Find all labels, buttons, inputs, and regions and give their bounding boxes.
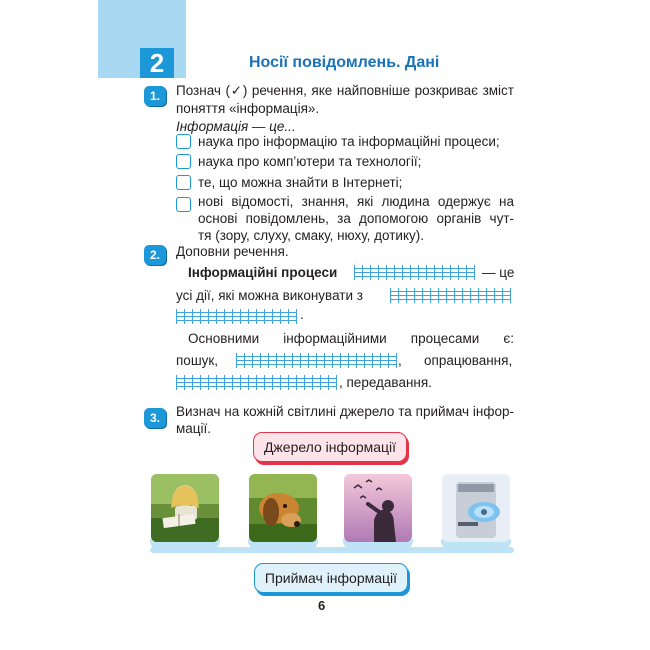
s2-processing: опрацювання, xyxy=(424,353,513,368)
task-1-badge: 1. xyxy=(144,86,166,106)
page-title: Носії повідомлень. Дані xyxy=(249,54,440,71)
s2-line1: Основними інформаційними процесами є: xyxy=(188,331,514,346)
receiver-label: Приймач інформації xyxy=(254,563,408,593)
option-2-checkbox[interactable] xyxy=(176,154,191,169)
s1-line2: усі дії, які можна виконувати з xyxy=(176,288,363,303)
s1-end-period: . xyxy=(300,307,304,322)
task-1-prompt: Інформація — це... xyxy=(176,119,296,134)
task-1-instruction-line1: Познач (✓) речення, яке найповніше розкриває зміст xyxy=(176,83,514,98)
option-4-text-line1: нові відомості, знання, які людина одержує на xyxy=(198,194,514,209)
task-2-instruction: Доповни речення. xyxy=(176,244,289,259)
option-4-checkbox[interactable] xyxy=(176,197,191,212)
answer-grid-2[interactable] xyxy=(390,288,511,303)
lesson-number: 2 xyxy=(140,48,174,78)
s2-comma: , xyxy=(398,353,402,368)
option-4-text-line2: основі повідомлень, за допомогою органів чут- xyxy=(198,211,514,226)
answer-grid-5[interactable] xyxy=(176,375,337,390)
s1-dash: — це xyxy=(482,265,515,280)
girl-reading-photo xyxy=(151,474,219,542)
task-2-badge: 2. xyxy=(144,245,166,265)
s2-transfer: , передавання. xyxy=(339,375,432,390)
option-1-checkbox[interactable] xyxy=(176,134,191,149)
task-3-instruction-line2: мації. xyxy=(176,421,212,436)
option-2-text: наука про комп’ютери та технології; xyxy=(198,154,422,169)
task-3-badge: 3. xyxy=(144,408,166,428)
disk-drive-photo xyxy=(442,474,510,542)
dog-sniffing-photo xyxy=(249,474,317,542)
s1-bold-term: Інформаційні процеси xyxy=(188,265,338,280)
task-1-instruction-line2: поняття «інформація». xyxy=(176,101,320,116)
s2-search: пошук, xyxy=(176,353,219,368)
answer-grid-1[interactable] xyxy=(354,265,475,280)
option-3-text: те, що можна знайти в Інтернеті; xyxy=(198,175,403,190)
option-1-text: наука про інформацію та інформаційні процеси; xyxy=(198,134,500,149)
task-3-instruction-line1: Визнач на кожній світлині джерело та приймач інфор- xyxy=(176,404,514,419)
option-4-text-line3: тя (зору, слуху, смаку, нюху, дотику). xyxy=(198,228,425,243)
photo-strip xyxy=(150,547,514,553)
page-number: 6 xyxy=(318,598,326,613)
birds-sky-photo xyxy=(344,474,412,542)
source-label: Джерело інформації xyxy=(253,432,407,462)
answer-grid-4[interactable] xyxy=(236,353,397,368)
option-3-checkbox[interactable] xyxy=(176,175,191,190)
answer-grid-3[interactable] xyxy=(176,309,297,324)
